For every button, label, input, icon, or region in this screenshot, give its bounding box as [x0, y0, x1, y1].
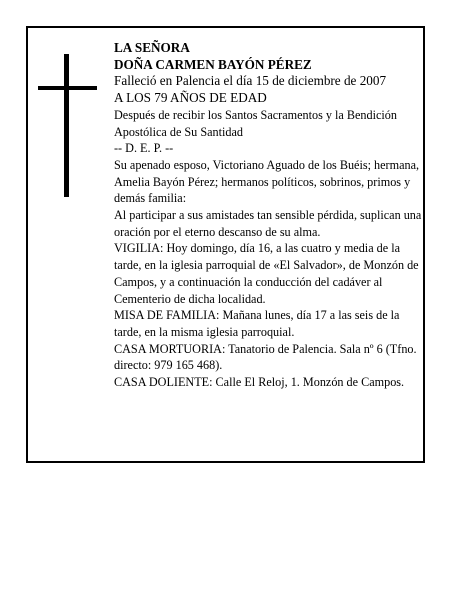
- family-text: Su apenado esposo, Victoriano Aguado de los Buéis; hermana, Amelia Bayón Pérez; hermanos políticos, sobrinos, primos y demás familia:: [114, 157, 420, 206]
- title-line-1: LA SEÑORA: [114, 40, 190, 55]
- sacraments-text: Después de recibir los Santos Sacramentos y la Bendición Apostólica de Su Santidad: [114, 107, 397, 139]
- funeral-home-text: CASA MORTUORIA: Tanatorio de Palencia. Sala nº 6 (Tfno. directo: 979 165 468).: [114, 341, 417, 373]
- death-date-place: Falleció en Palencia el día 15 de diciembre de 2007: [114, 73, 387, 89]
- cross-horizontal-bar: [38, 86, 97, 90]
- family-mass-text: MISA DE FAMILIA: Mañana lunes, día 17 a las seis de la tarde, en la misma iglesia parroquial.: [114, 308, 400, 339]
- rip-text: -- D. E. P. --: [114, 141, 174, 156]
- prayer-request-text: Al participar a sus amistades tan sensible pérdida, suplican una oración por el eterno descanso de su alma.: [114, 208, 422, 239]
- age-at-death: A LOS 79 AÑOS DE EDAD: [114, 90, 267, 106]
- deceased-name: DOÑA CARMEN BAYÓN PÉREZ: [114, 56, 312, 72]
- obituary-text: [114, 40, 424, 391]
- vigil-text: VIGILIA: Hoy domingo, día 16, a las cuatro y media de la tarde, en la iglesia parroquial de «El Salvador», de Monzón de Campos, y a continuación la conducción del cadáver al Cementerio de dicha localidad.: [114, 241, 419, 306]
- cross-vertical-bar: [64, 54, 69, 197]
- mourning-house-text: CASA DOLIENTE: Calle El Reloj, 1. Monzón de Campos.: [114, 375, 405, 390]
